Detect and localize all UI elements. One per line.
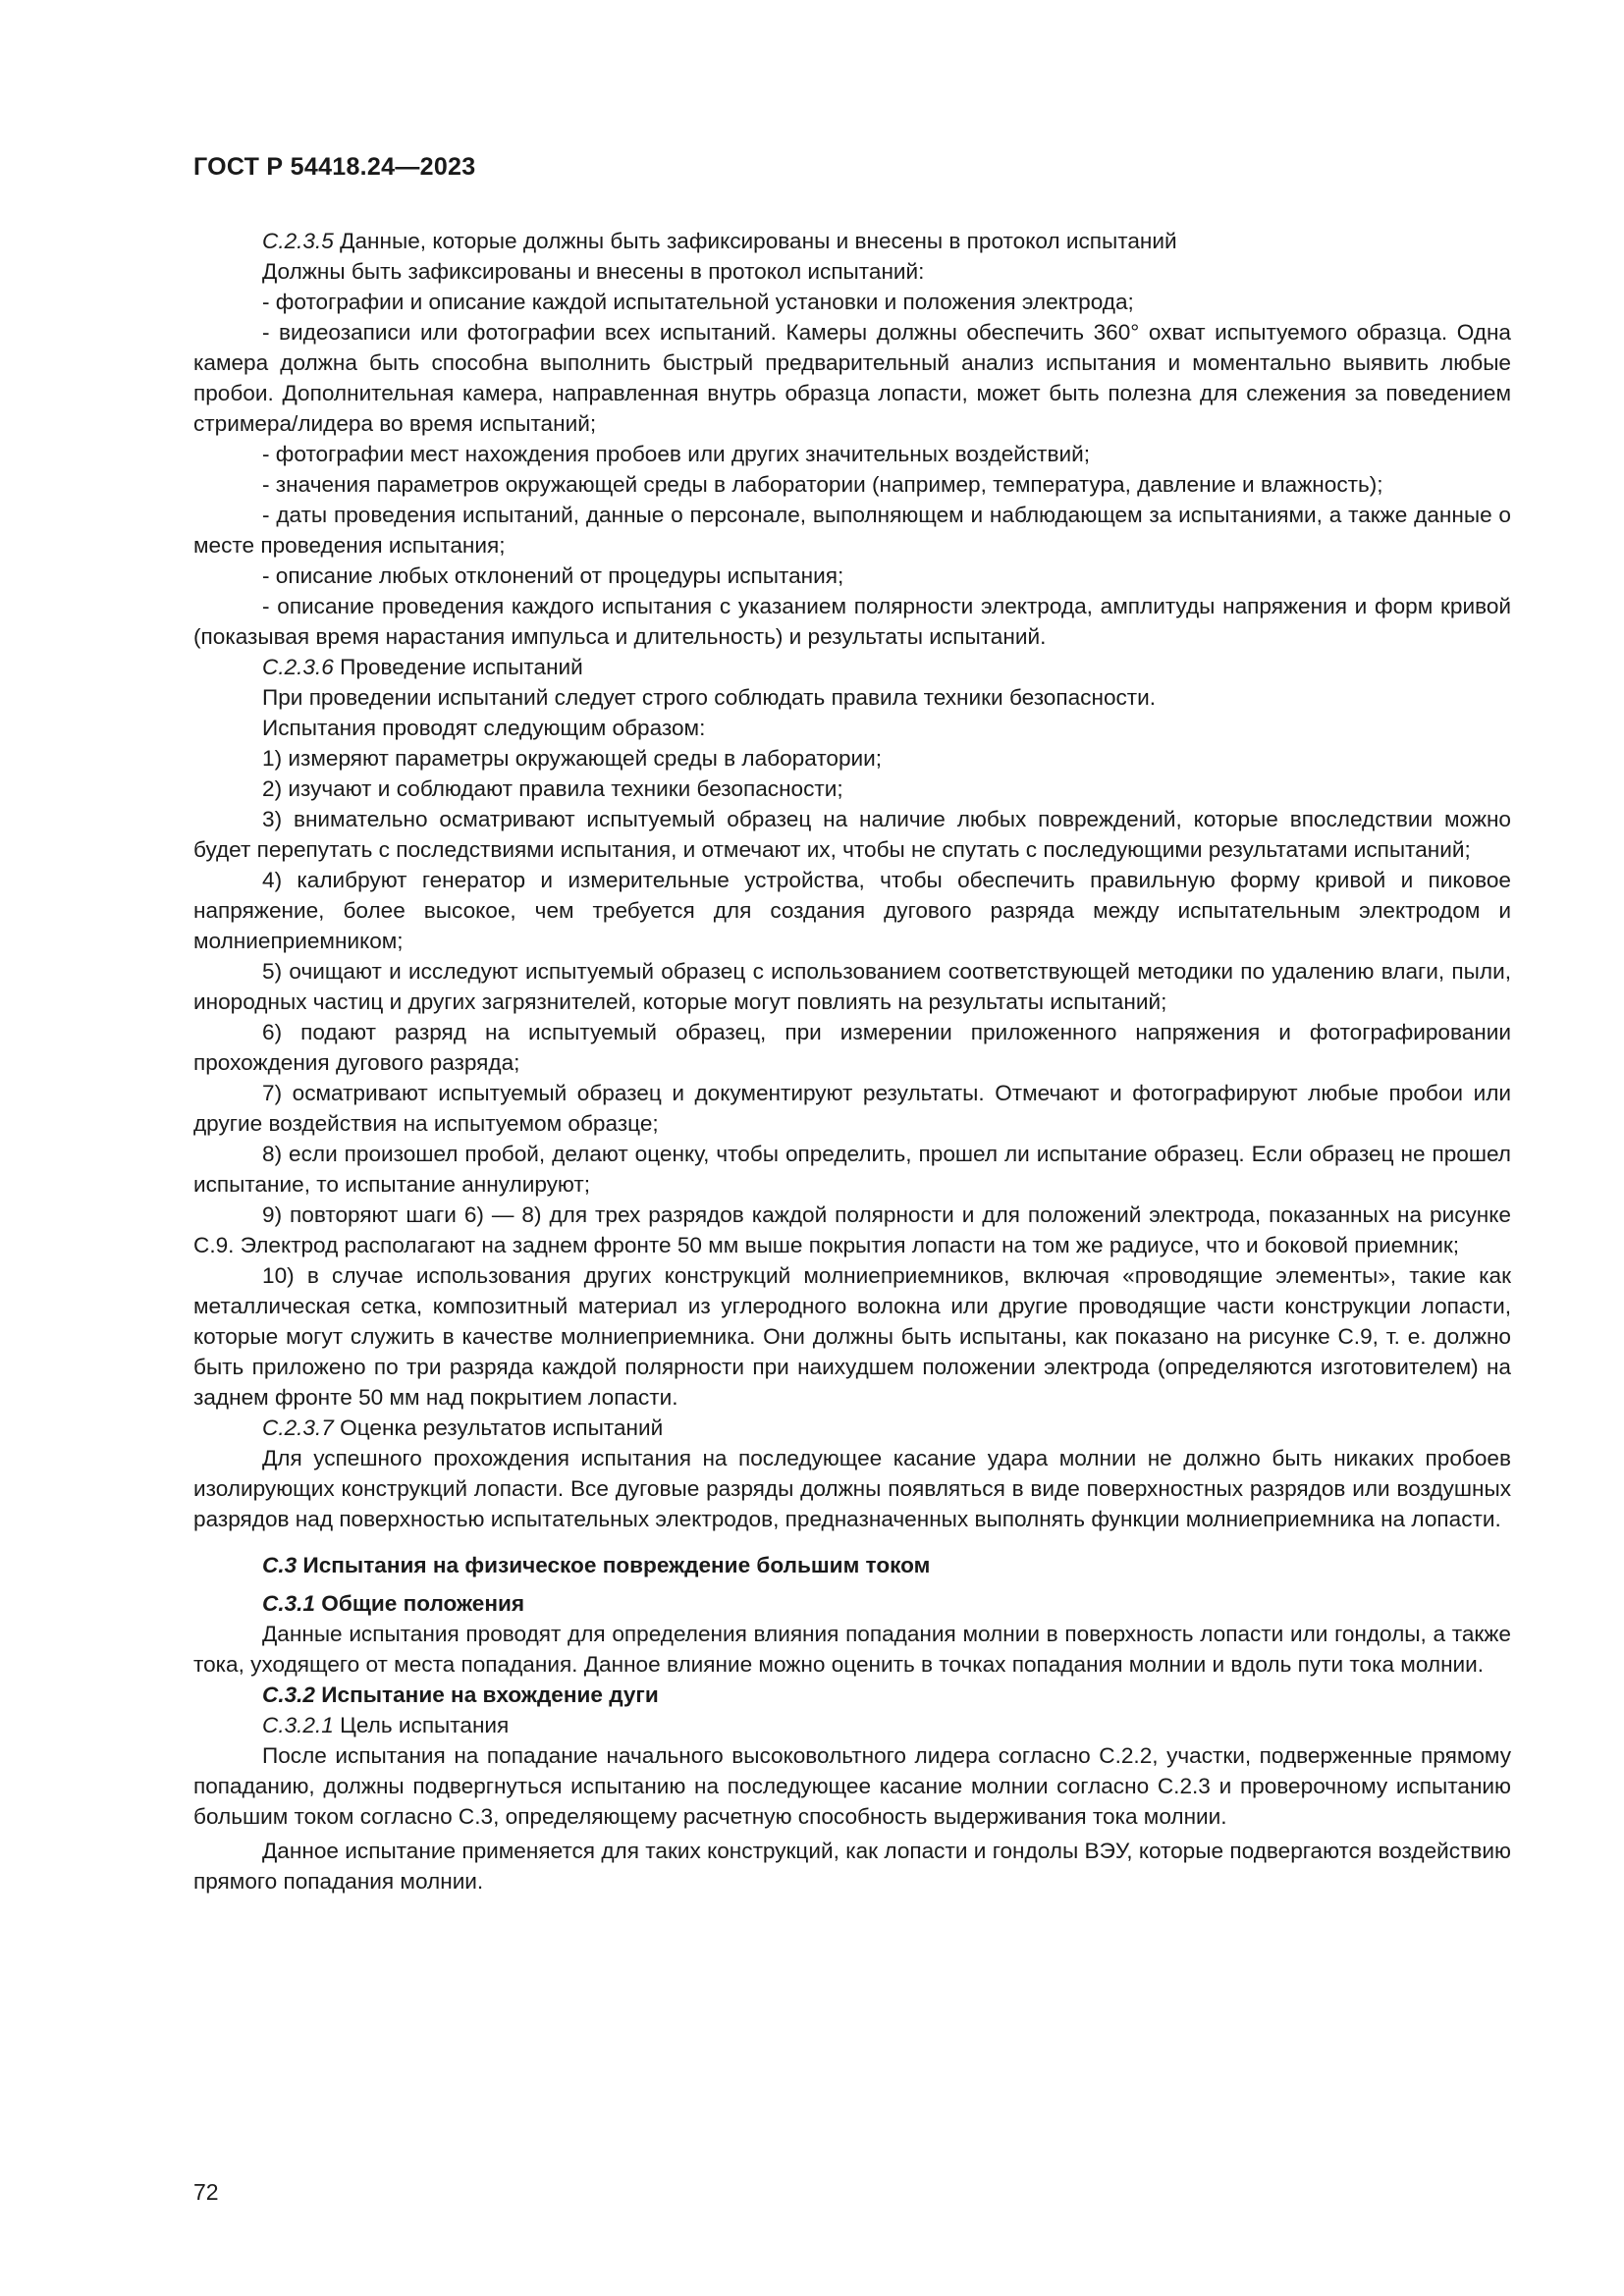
paragraph: [193, 1836, 1511, 1896]
paragraph: [193, 469, 1511, 500]
paragraph-text: Данные испытания проводят для определения влияния попадания молнии в поверхность лопасти или гондолы, а также тока, уходящего от места попадания. Данное влияние можно оценить в точках попадания молнии и вдоль пути тока молнии.: [193, 1622, 1511, 1677]
paragraph: [193, 561, 1511, 591]
paragraph-text: Цель испытания: [333, 1713, 510, 1737]
paragraph: [193, 287, 1511, 317]
paragraph: [193, 1740, 1511, 1832]
paragraph-text: 9) повторяют шаги 6) — 8) для трех разрядов каждой полярности и для положений электрода, показанных на рисунке С.9. Электрод располагают на заднем фронте 50 мм выше покрытия лопасти на том же радиусе, что и боковой приемник;: [193, 1202, 1511, 1257]
paragraph-text: - описание любых отклонений от процедуры испытания;: [262, 563, 844, 588]
paragraph: [193, 1260, 1511, 1413]
page-number: 72: [193, 2179, 219, 2205]
paragraph: [193, 713, 1511, 743]
paragraph-text: - описание проведения каждого испытания с указанием полярности электрода, амплитуды напряжения и форм кривой (показывая время нарастания импульса и длительность) и результаты испытаний.: [193, 594, 1511, 649]
paragraph-text: 6) подают разряд на испытуемый образец, при измерении приложенного напряжения и фотографировании прохождения дугового разряда;: [193, 1020, 1511, 1075]
paragraph-text: - даты проведения испытаний, данные о персонале, выполняющем и наблюдающем за испытаниями, а также данные о месте проведения испытания;: [193, 503, 1511, 558]
paragraph-text: - фотографии мест нахождения пробоев или других значительных воздействий;: [262, 442, 1091, 466]
paragraph-text: Испытания на физическое повреждение большим током: [297, 1553, 931, 1577]
paragraph: [193, 804, 1511, 865]
paragraph: [193, 682, 1511, 713]
paragraph: [193, 774, 1511, 804]
paragraph-text: После испытания на попадание начального высоковольтного лидера согласно С.2.2, участки, подверженные прямому попаданию, должны подвергнуться испытанию на последующее касание молнии согласно С.2.3 и проверочному испытанию большим током согласно С.3, определяющему расчетную способность выдерживания тока молнии.: [193, 1743, 1511, 1829]
subsection-heading: [193, 1710, 1511, 1740]
paragraph-text: Испытания проводят следующим образом:: [262, 716, 706, 740]
paragraph-text: 4) калибруют генератор и измерительные устройства, чтобы обеспечить правильную форму кривой и пиковое напряжение, более высокое, чем требуется для создания дугового разряда между испытательным электродом и молниеприемником;: [193, 868, 1511, 953]
paragraph: [193, 1078, 1511, 1139]
paragraph-text: 8) если произошел пробой, делают оценку, чтобы определить, прошел ли испытание образец. Если образец не прошел испытание, то испытание аннулируют;: [193, 1142, 1511, 1197]
clause-ref: С.2.3.5: [262, 229, 334, 253]
paragraph-text: Данные, которые должны быть зафиксированы и внесены в протокол испытаний: [333, 229, 1177, 253]
paragraph: [193, 439, 1511, 469]
paragraph-text: 3) внимательно осматривают испытуемый образец на наличие любых повреждений, которые впоследствии можно будет перепутать с последствиями испытания, и отмечают их, чтобы не спутать с последующими результатами испытаний;: [193, 807, 1511, 862]
clause-ref: С.2.3.6: [262, 655, 334, 679]
clause-ref: С.3: [262, 1553, 298, 1577]
section-heading: [193, 1680, 1511, 1710]
paragraph-text: 5) очищают и исследуют испытуемый образец с использованием соответствующей методики по удалению влаги, пыли, инородных частиц и других загрязнителей, которые могут повлиять на результаты испытаний;: [193, 959, 1511, 1014]
subsection-heading: [193, 652, 1511, 682]
paragraph-text: Общие положения: [315, 1591, 525, 1616]
paragraph-text: 2) изучают и соблюдают правила техники безопасности;: [262, 776, 843, 801]
paragraph-text: 7) осматривают испытуемый образец и документируют результаты. Отмечают и фотографируют любые пробои или другие воздействия на испытуемом образце;: [193, 1081, 1511, 1136]
paragraph: [193, 1200, 1511, 1260]
paragraph-text: Проведение испытаний: [333, 655, 583, 679]
paragraph-text: - фотографии и описание каждой испытательной установки и положения электрода;: [262, 290, 1134, 314]
paragraph: [193, 317, 1511, 439]
paragraph-text: Для успешного прохождения испытания на последующее касание удара молнии не должно быть никаких пробоев изолирующих конструкций лопасти. Все дуговые разряды должны появляться в виде поверхностных разрядов или воздушных разрядов над поверхностью испытательных электродов, предназначенных выполнять функции молниеприемника на лопасти.: [193, 1446, 1511, 1531]
paragraph-text: 10) в случае использования других конструкций молниеприемников, включая «проводящие элементы», такие как металлическая сетка, композитный материал из углеродного волокна или другие проводящие части конструкции лопасти, которые могут служить в качестве молниеприемника. Они должны быть испытаны, как показано на рисунке С.9, т. е. должно быть приложено по три разряда каждой полярности при наихудшем положении электрода (определяются изготовителем) на заднем фронте 50 мм над покрытием лопасти.: [193, 1263, 1511, 1410]
paragraph-text: - значения параметров окружающей среды в лаборатории (например, температура, давление и влажность);: [262, 472, 1383, 497]
paragraph: [193, 256, 1511, 287]
clause-ref: С.3.1: [262, 1591, 316, 1616]
paragraph: [193, 1139, 1511, 1200]
subsection-heading: [193, 226, 1511, 256]
paragraph-text: - видеозаписи или фотографии всех испытаний. Камеры должны обеспечить 360° охват испытуемого образца. Одна камера должна быть способна выполнить быстрый предварительный анализ испытания и моментально выявить любые пробои. Дополнительная камера, направленная внутрь образца лопасти, может быть полезна для слежения за поведением стримера/лидера во время испытаний;: [193, 320, 1511, 436]
paragraph: [193, 743, 1511, 774]
section-heading: [193, 1588, 1511, 1619]
paragraph-text: 1) измеряют параметры окружающей среды в лаборатории;: [262, 746, 883, 771]
paragraph: [193, 1443, 1511, 1534]
paragraph-text: При проведении испытаний следует строго соблюдать правила техники безопасности.: [262, 685, 1157, 710]
paragraph-text: Испытание на вхождение дуги: [315, 1682, 659, 1707]
subsection-heading: [193, 1413, 1511, 1443]
clause-ref: С.3.2.1: [262, 1713, 334, 1737]
paragraph-text: Данное испытание применяется для таких конструкций, как лопасти и гондолы ВЭУ, которые подвергаются воздействию прямого попадания молнии.: [193, 1839, 1511, 1894]
section-heading: [193, 1550, 1511, 1580]
paragraph: [193, 1619, 1511, 1680]
paragraph: [193, 956, 1511, 1017]
clause-ref: С.2.3.7: [262, 1415, 334, 1440]
clause-ref: С.3.2: [262, 1682, 316, 1707]
paragraph-text: Оценка результатов испытаний: [333, 1415, 664, 1440]
paragraph: [193, 591, 1511, 652]
page-header: ГОСТ Р 54418.24—2023: [193, 153, 476, 181]
paragraph: [193, 865, 1511, 956]
paragraph: [193, 500, 1511, 561]
paragraph: [193, 1017, 1511, 1078]
paragraph-text: Должны быть зафиксированы и внесены в протокол испытаний:: [262, 259, 925, 284]
document-body: [193, 226, 1511, 1896]
